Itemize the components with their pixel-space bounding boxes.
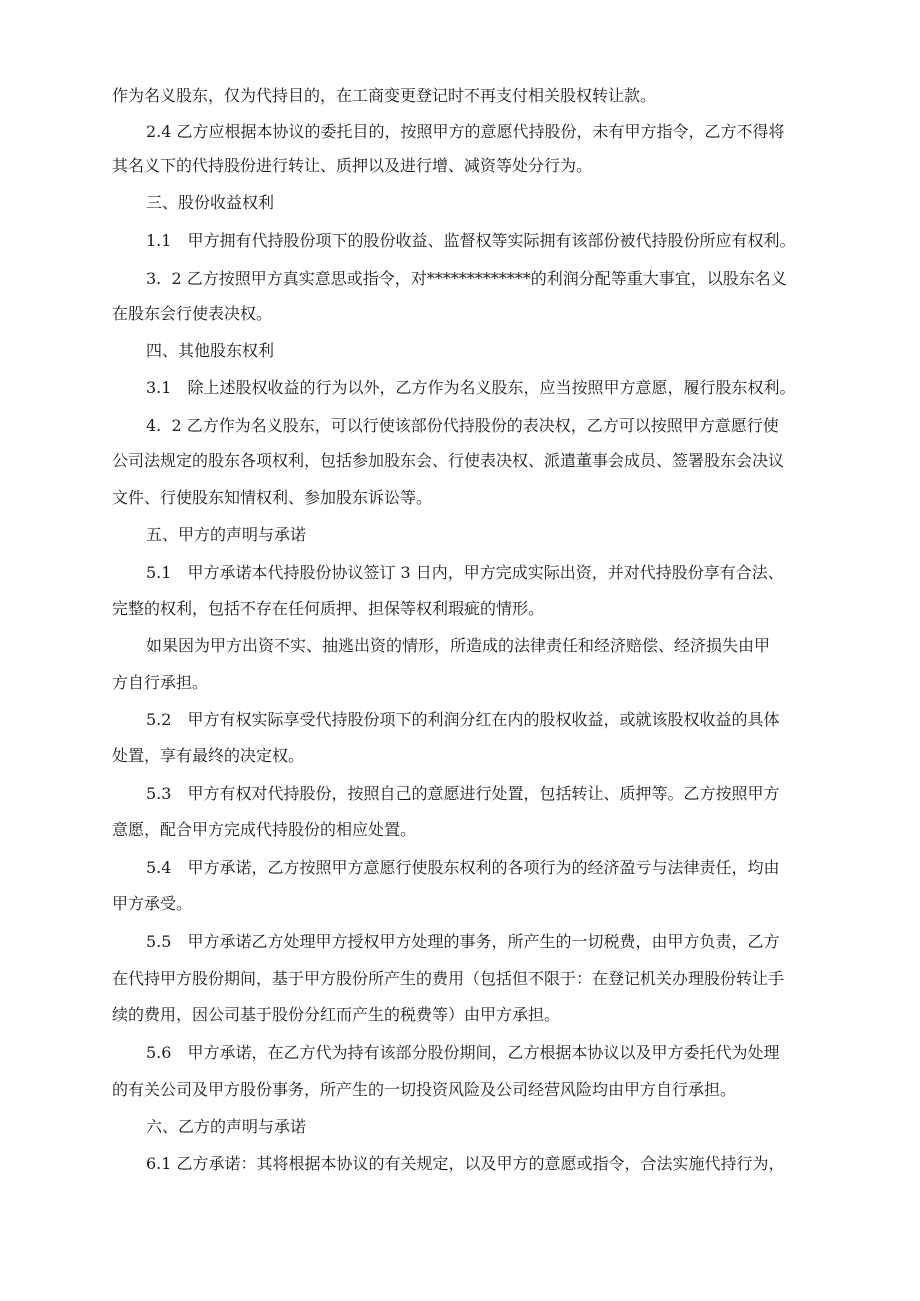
text-line: 公司法规定的股东各项权利，包括参加股东会、行使表决权、派遣董事会成员、签署股东会决议: [112, 451, 785, 470]
text-line: 续的费用，因公司基于股份分红而产生的税费等）由甲方承担。: [112, 1005, 561, 1024]
text-line: 5.2 甲方有权实际享受代持股份项下的利润分红在内的股权收益，或就该股权收益的具体: [146, 710, 780, 729]
section-heading: 四、其他股东权利: [146, 341, 275, 360]
section-heading: 三、股份收益权利: [146, 193, 275, 212]
text-line: 6.1 乙方承诺：其将根据本协议的有关规定，以及甲方的意愿或指令，合法实施代持行为，: [146, 1154, 785, 1173]
text-line: 4. 2 乙方作为名义股东，可以行使该部份代持股份的表决权，乙方可以按照甲方意愿行使: [146, 416, 779, 435]
text-line: 文件、行使股东知情权利、参加股东诉讼等。: [112, 488, 433, 507]
text-line: 甲方承受。: [112, 894, 193, 913]
text-line: 5.1 甲方承诺本代持股份协议签订 3 日内，甲方完成实际出资，并对代持股份享有合法、: [146, 563, 784, 582]
text-line: 3. 2 乙方按照甲方真实意思或指令，对*************的利润分配等重大事宜，以股东名义: [146, 269, 787, 288]
section-heading: 六、乙方的声明与承诺: [146, 1117, 307, 1136]
text-line: 1.1 甲方拥有代持股份项下的股份收益、监督权等实际拥有该部份被代持股份所应有权利。: [146, 231, 796, 250]
section-heading: 五、甲方的声明与承诺: [146, 525, 307, 544]
text-line: 的有关公司及甲方股份事务，所产生的一切投资风险及公司经营风险均由甲方自行承担。: [112, 1080, 737, 1099]
text-line: 方自行承担。: [112, 673, 209, 692]
text-line: 意愿，配合甲方完成代持股份的相应处置。: [112, 820, 417, 839]
text-line: 在股东会行使表决权。: [112, 304, 273, 323]
text-line: 其名义下的代持股份进行转让、质押以及进行增、减资等处分行为。: [112, 156, 593, 175]
text-line: 在代持甲方股份期间，基于甲方股份所产生的费用（包括但不限于：在登记机关办理股份转让手: [112, 969, 785, 988]
text-line: 5.6 甲方承诺，在乙方代为持有该部分股份期间，乙方根据本协议以及甲方委托代为处理: [146, 1043, 780, 1062]
text-line: 5.3 甲方有权对代持股份，按照自己的意愿进行处置，包括转让、质押等。乙方按照甲方: [146, 784, 780, 803]
text-line: 如果因为甲方出资不实、抽逃出资的情形，所造成的法律责任和经济赔偿、经济损失由甲: [146, 636, 771, 655]
text-line: 3.1 除上述股权收益的行为以外，乙方作为名义股东，应当按照甲方意愿，履行股东权利。: [146, 378, 796, 397]
text-line: 5.4 甲方承诺，乙方按照甲方意愿行使股东权利的各项行为的经济盈亏与法律责任，均由: [146, 858, 780, 877]
text-line: 处置，享有最终的决定权。: [112, 746, 305, 765]
text-line: 2.4 乙方应根据本协议的委托目的，按照甲方的意愿代持股份，未有甲方指令，乙方不得将: [146, 122, 785, 141]
text-line: 5.5 甲方承诺乙方处理甲方授权甲方处理的事务，所产生的一切税费，由甲方负责，乙方: [146, 932, 780, 951]
text-line: 完整的权利，包括不存在任何质押、担保等权利瑕疵的情形。: [112, 599, 545, 618]
text-line: 作为名义股东，仅为代持目的，在工商变更登记时不再支付相关股权转让款。: [112, 86, 657, 105]
